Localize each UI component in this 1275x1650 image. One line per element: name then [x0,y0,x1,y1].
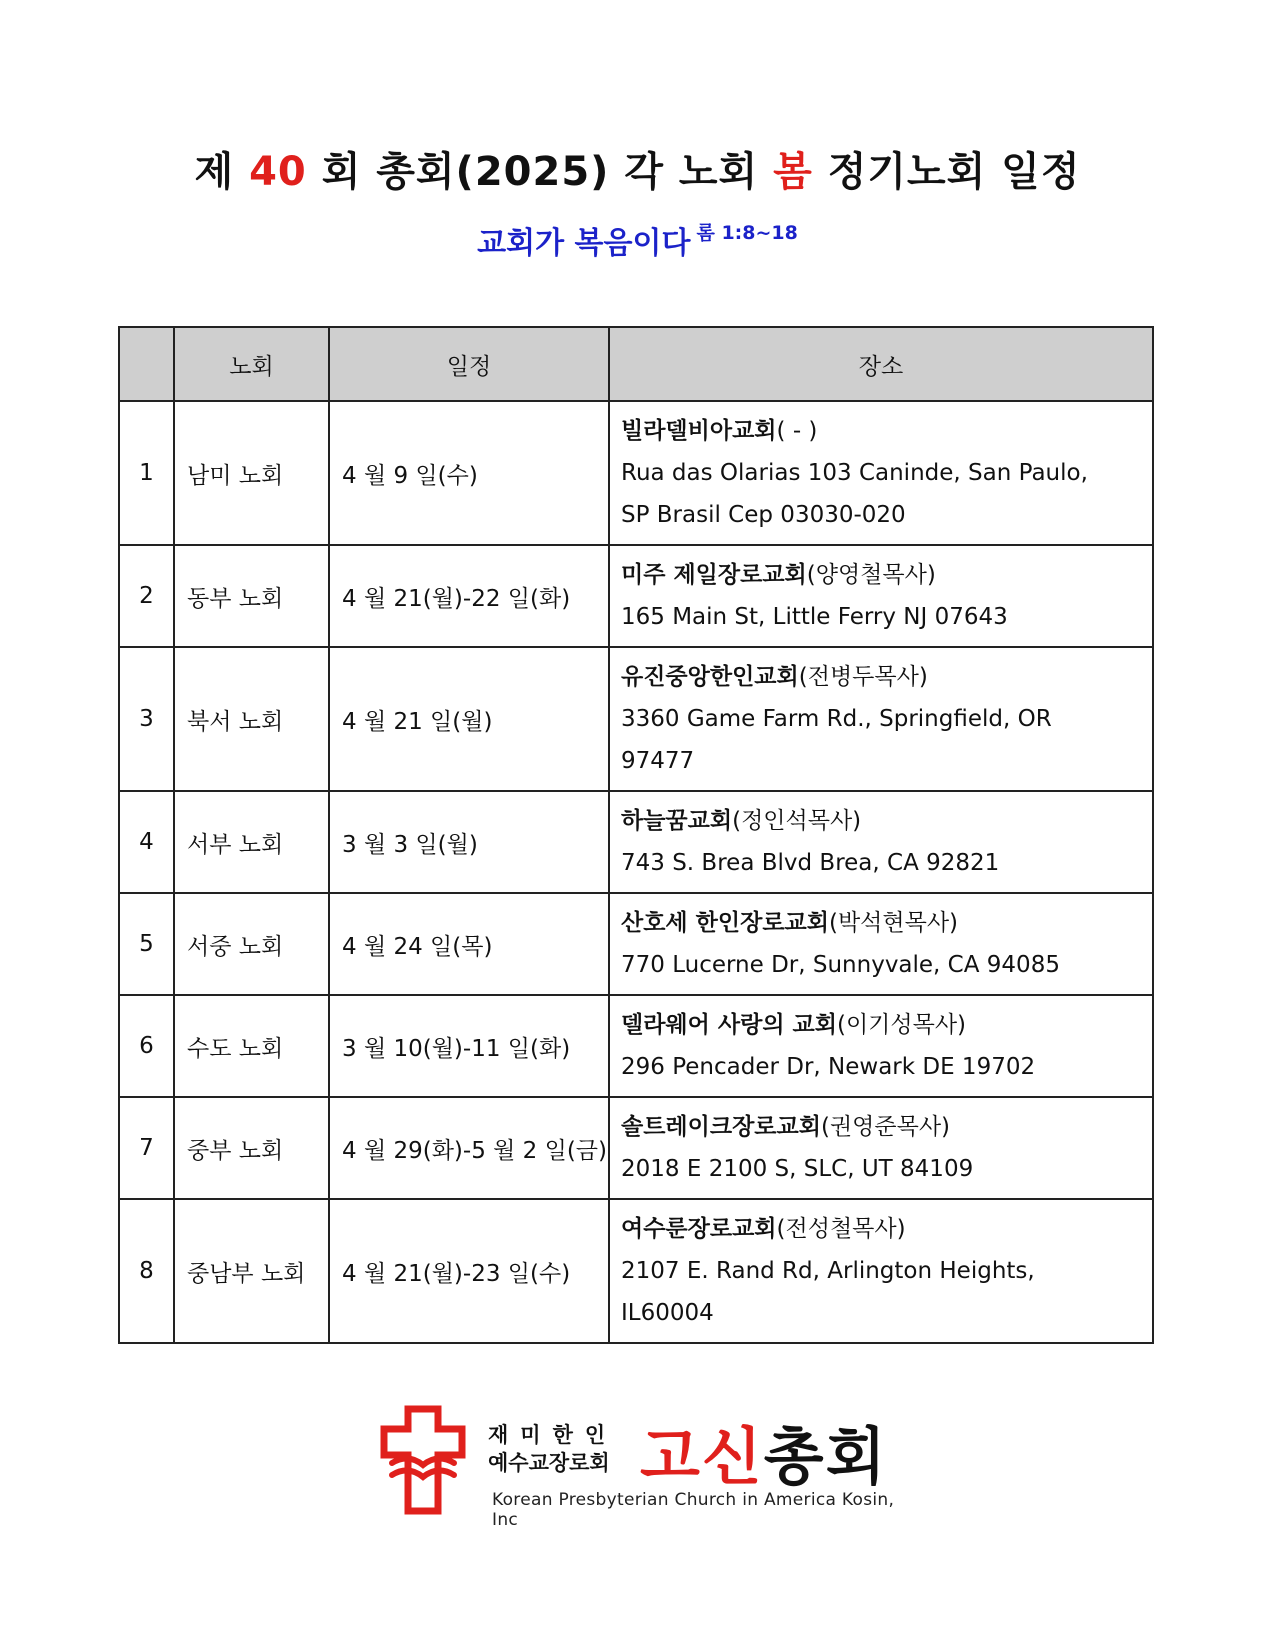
table-row [119,647,1153,791]
pastor-name: (전병두목사) [798,664,928,690]
footer-logo [378,1405,898,1530]
row-number: 3 [119,647,174,791]
church-line [621,656,1142,698]
subtitle-text: 교회가 복음이다 [477,226,691,261]
logo-big-red: 고신 [640,1420,764,1493]
church-name: 여수룬장로교회 [621,1216,777,1242]
church-name: 하늘꿈교회 [621,808,733,834]
logo-small-line1: 재미한인 [488,1423,618,1447]
table-row [119,995,1153,1097]
row-number: 8 [119,1199,174,1343]
address-line: IL60004 [621,1300,714,1326]
place-cell [609,995,1153,1097]
row-number: 6 [119,995,174,1097]
row-number: 5 [119,893,174,995]
pastor-name: (권영준목사) [820,1114,951,1140]
title-prefix: 제 [194,149,250,195]
church-name: 델라웨어 사랑의 교회 [621,1012,837,1038]
place-cell [609,545,1153,647]
address-line: 296 Pencader Dr, Newark DE 19702 [621,1054,1036,1080]
logo-korean-big [640,1407,888,1496]
schedule-date: 4 월 29(화)-5 월 2 일(금) [329,1097,609,1199]
pastor-name: (이기성목사) [836,1012,967,1038]
column-header-3: 장소 [609,327,1153,401]
church-name: 미주 제일장로교회 [621,562,807,588]
church-line [621,800,1142,842]
schedule-date: 3 월 3 일(월) [329,791,609,893]
title-number: 40 [249,149,307,195]
place-cell [609,647,1153,791]
page-title [0,140,1275,197]
cross-bible-icon [378,1405,468,1515]
presbytery-name: 중남부 노회 [174,1199,329,1343]
table-row [119,893,1153,995]
presbytery-name: 중부 노회 [174,1097,329,1199]
address-line: SP Brasil Cep 03030-020 [621,502,906,528]
row-number: 7 [119,1097,174,1199]
table-row [119,545,1153,647]
schedule-date: 4 월 21(월)-23 일(수) [329,1199,609,1343]
presbytery-name: 북서 노회 [174,647,329,791]
column-header-1: 노회 [174,327,329,401]
church-line [621,1106,1142,1148]
presbytery-name: 동부 노회 [174,545,329,647]
title-season: 봄 [773,149,813,195]
address-line: 2018 E 2100 S, SLC, UT 84109 [621,1156,974,1182]
church-name: 유진중앙한인교회 [621,664,799,690]
address-line: 2107 E. Rand Rd, Arlington Heights, [621,1258,1035,1284]
logo-english: Korean Presbyterian Church in America Kosin, Inc [492,1490,895,1530]
schedule-date: 4 월 24 일(목) [329,893,609,995]
address-line: 3360 Game Farm Rd., Springfield, OR [621,706,1052,732]
presbytery-name: 수도 노회 [174,995,329,1097]
address-line: Rua das Olarias 103 Caninde, San Paulo, [621,460,1088,486]
schedule-date: 3 월 10(월)-11 일(화) [329,995,609,1097]
church-line [621,902,1142,944]
church-line [621,1004,1142,1046]
column-header-2: 일정 [329,327,609,401]
place-cell [609,1199,1153,1343]
row-number: 1 [119,401,174,545]
address-line: 165 Main St, Little Ferry NJ 07643 [621,604,1008,630]
pastor-name: ( - ) [776,418,818,444]
logo-korean-small [488,1421,617,1477]
place-cell [609,401,1153,545]
presbytery-name: 서중 노회 [174,893,329,995]
subtitle-verse: 롬 1:8~18 [696,222,798,244]
row-number: 2 [119,545,174,647]
title-suffix: 정기노회 일정 [812,149,1081,195]
church-line [621,410,1142,452]
address-line: 97477 [621,748,695,774]
table-row [119,401,1153,545]
logo-big-black: 총회 [763,1420,888,1493]
schedule-date: 4 월 9 일(수) [329,401,609,545]
page-subtitle [0,218,1275,262]
presbytery-name: 남미 노회 [174,401,329,545]
place-cell [609,893,1153,995]
church-name: 산호세 한인장로교회 [621,910,829,936]
pastor-name: (박석현목사) [828,910,959,936]
place-cell [609,791,1153,893]
logo-small-line2: 예수교장로회 [488,1451,610,1475]
presbytery-name: 서부 노회 [174,791,329,893]
schedule-date: 4 월 21 일(월) [329,647,609,791]
address-line: 770 Lucerne Dr, Sunnyvale, CA 94085 [621,952,1060,978]
column-header-0 [119,327,174,401]
table-body [119,401,1153,1343]
table-header-row [119,327,1153,401]
address-line: 743 S. Brea Blvd Brea, CA 92821 [621,850,1000,876]
pastor-name: (전성철목사) [776,1216,906,1242]
table-row [119,791,1153,893]
pastor-name: (양영철목사) [806,562,936,588]
table-row [119,1097,1153,1199]
row-number: 4 [119,791,174,893]
table-row [119,1199,1153,1343]
schedule-table [118,326,1154,1344]
title-middle: 회 총회(2025) 각 노회 [306,149,774,195]
church-line [621,1208,1142,1250]
schedule-date: 4 월 21(월)-22 일(화) [329,545,609,647]
place-cell [609,1097,1153,1199]
church-name: 솔트레이크장로교회 [621,1114,821,1140]
church-name: 빌라델비아교회 [621,418,777,444]
pastor-name: (정인석목사) [732,808,862,834]
church-line [621,554,1142,596]
